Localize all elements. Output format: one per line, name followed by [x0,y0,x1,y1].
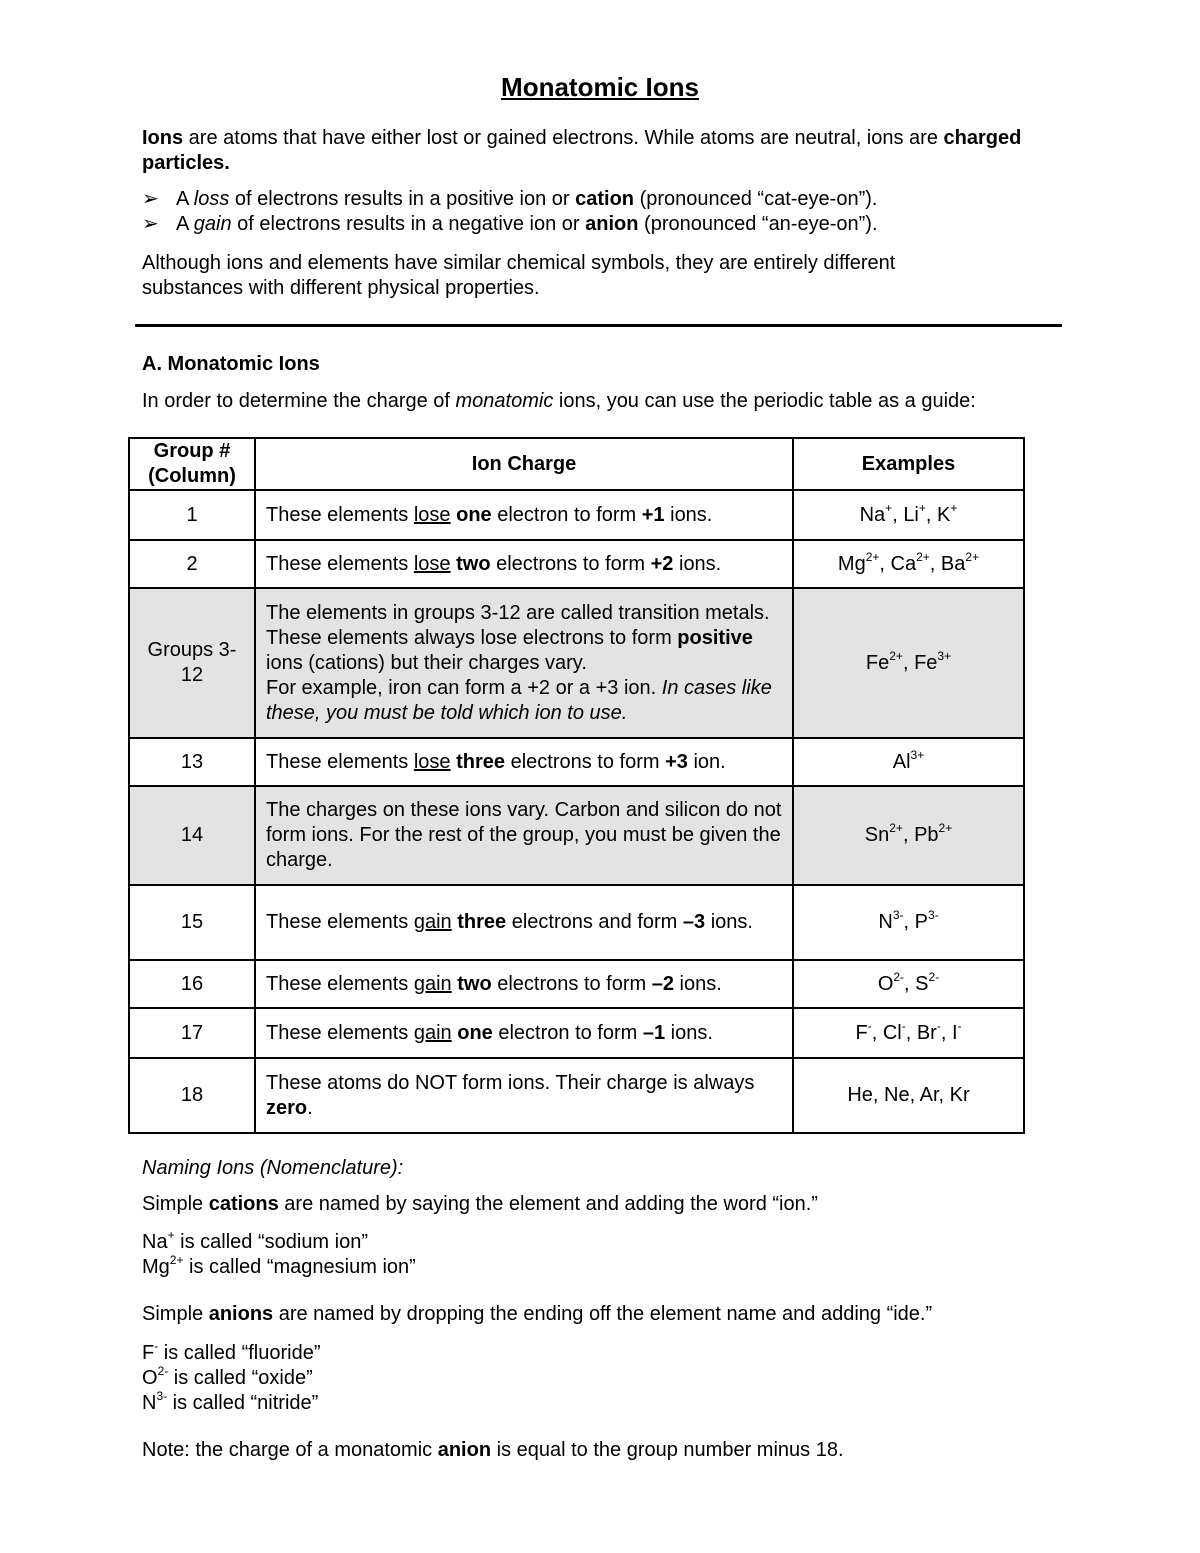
ion-symbol: Ba [940,552,966,575]
ion-charge: 2- [893,969,905,984]
properties-paragraph: Although ions and elements have similar chemical symbols, they are entirely different substances with different physical properties. [142,252,896,299]
ion-charge: - [957,1018,962,1033]
charge-cell: The charges on these ions vary. Carbon and silicon do not form ions. For the rest of the group, you must be given the charge. [255,786,793,885]
group-cell: 14 [129,786,255,885]
ion-charge-table [128,437,1025,1134]
ion-symbol: Cl [882,1021,902,1044]
ion-charge: + [950,500,958,515]
ion-charge: 2+ [938,821,953,836]
charge-cell: These elements lose two electrons to form +2 ions. [255,540,793,588]
ion-symbol: Na [859,503,886,526]
examples-cell: $Fe^{2+}$, $Fe^{3+}$ [793,588,1024,738]
cation-examples [142,1230,1042,1280]
examples-cell: Na+, Li+, K+ [793,490,1024,540]
gain-term: gain [193,213,232,235]
group-cell: 13 [129,738,255,786]
ion-symbol: Li [903,503,919,526]
examples-cell: $Mg^{2+}$, $Ca^{2+}$, $Ba^{2+}$ [793,540,1024,588]
ion-charge: 3- [927,908,939,923]
table-row [129,1008,1024,1058]
naming-heading: Naming Ions (Nomenclature): [142,1157,404,1179]
bullet-gain: ➢ A gain of electrons results in a negative ion or anion (pronounced “an-eye-on”). [142,213,878,235]
bullet-loss: ➢ A loss of electrons results in a positive ion or cation (pronounced “cat-eye-on”). [142,188,878,210]
ion-symbol: O [877,972,894,995]
ions-term: Ions [142,127,184,149]
charge-cell: These elements lose three electrons to form +3 ion. [255,738,793,786]
group-cell: Groups 3-12 [129,588,255,738]
ion-symbol: Fe [865,651,890,674]
table-row [129,588,1024,738]
anions-rule: Simple anions are named by dropping the ending off the element name and adding “ide.” [142,1303,933,1325]
ion-charge: + [918,500,926,515]
ion-symbol: F [855,1021,868,1044]
intro-text: are atoms that have either lost or gained electrons. While atoms are neutral, ions are [183,127,944,149]
charge-cell: These atoms do NOT form ions. Their charge is always zero. [255,1058,793,1133]
naming-example: $O^{2-}$ is called “oxide” [142,1364,313,1389]
ion-symbol: Al [892,750,911,773]
ion-symbol: Ca [890,552,917,575]
table-row [129,540,1024,588]
ion-charge: 2+ [865,549,880,564]
examples-cell: $Sn^{2+}$, $Pb^{2+}$ [793,786,1024,885]
arrow-bullet-icon: ➢ [142,213,159,235]
table-header-row [129,438,1024,490]
page-title: Monatomic Ions [501,72,699,102]
intro-paragraph [142,126,1042,176]
charge-cell: These elements lose one electron to form +1 ions. [255,490,793,540]
examples-cell: He, Ne, Ar, Kr [793,1058,1024,1133]
ion-charge: 2- [928,969,940,984]
cations-rule: Simple cations are named by saying the element and adding the word “ion.” [142,1193,818,1215]
section-divider [135,324,1062,327]
examples-cell [793,738,1024,786]
examples-cell: F-, Cl-, Br-, I- [793,1008,1024,1058]
charged-particles-term: charged particles. [142,127,1022,174]
naming-example: $N^{3-}$ is called “nitride” [142,1389,319,1414]
header-group: Group # (Column) [129,438,255,490]
loss-term: loss [193,188,230,210]
charge-cell: These elements gain two electrons to form –2 ions. [255,960,793,1008]
table-row [129,885,1024,960]
ion-symbol: P [914,911,928,933]
section-heading: A. Monatomic Ions [142,353,320,375]
ion-symbol: K [937,503,951,526]
table-row [129,960,1024,1008]
table-row [129,1058,1024,1133]
ion-symbol: Br [916,1021,937,1044]
naming-example: Na+ is called “sodium ion” [142,1228,369,1253]
examples-cell: $O^{2-}$, $S^{2-}$ [793,960,1024,1008]
anion-term: anion [585,213,639,235]
ion-symbol: I [951,1021,958,1044]
charge-cell: These elements gain three electrons and form –3 ions. [255,885,793,960]
ion-symbol: Pb [914,824,939,846]
group-cell: 15 [129,885,255,960]
ion-charge: - [936,1018,941,1033]
note-paragraph: Note: the charge of a monatomic anion is equal to the group number minus 18. [142,1439,844,1461]
table-row [129,490,1024,540]
ion-symbol: Mg [837,552,866,575]
section-lead: In order to determine the charge of monatomic ions, you can use the periodic table as a guide: [142,390,976,412]
ion-symbol: N [878,911,893,933]
ion-charge: 3+ [937,648,952,663]
examples-cell: $N^{3-}$, $P^{3-}$ [793,885,1024,960]
ion-symbol: Fe [914,651,938,674]
ion-charge: - [901,1018,906,1033]
table-row [129,738,1024,786]
ion-symbol: Sn [864,824,890,846]
ion-charge: 2+ [916,549,930,564]
group-cell: 18 [129,1058,255,1133]
header-examples: Examples [793,438,1024,490]
ion-charge: 2+ [965,549,980,564]
ion-charge: 2+ [889,648,903,663]
ion-charge: 3- [892,908,904,923]
group-cell: 1 [129,490,255,540]
naming-example: $Mg^{2+}$ is called “magnesium ion” [142,1253,416,1278]
arrow-bullet-icon: ➢ [142,188,159,210]
ion-charge: 3+ [910,747,925,762]
cation-term: cation [575,188,635,210]
group-cell: 2 [129,540,255,588]
ion-charge: + [885,500,893,515]
ion-symbol: S [915,972,929,995]
table-row [129,786,1024,885]
header-ion-charge: Ion Charge [255,438,793,490]
ion-charge: - [867,1018,872,1033]
anion-examples [142,1341,1042,1416]
group-cell: 17 [129,1008,255,1058]
charge-cell: These elements gain one electron to form –1 ions. [255,1008,793,1058]
group-cell: 16 [129,960,255,1008]
ion-charge: 2+ [889,821,903,836]
naming-example: F- is called “fluoride” [142,1339,321,1364]
charge-cell: The elements in groups 3-12 are called transition metals. These elements always lose electrons to form positive ions (cations) but their charges vary. For example, iron can form a +2 or a +3 ion. In cases like these, you must be told which ion to use. [255,588,793,738]
